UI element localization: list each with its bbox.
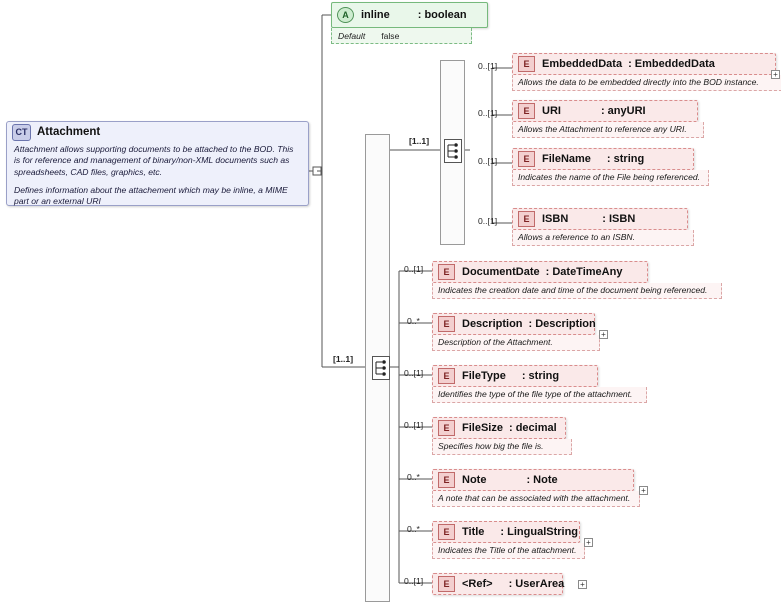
element-documentation: A note that can be associated with the attachment. — [432, 491, 640, 507]
occurrence-description: 0..* — [407, 316, 420, 326]
outer-group-occurrence: [1..1] — [333, 354, 354, 364]
element-isbn-header[interactable] — [512, 208, 688, 230]
element-badge-icon: E — [438, 524, 455, 540]
occurrence-filename: 0..[1] — [478, 156, 498, 166]
element-documentation: Description of the Attachment. — [432, 335, 600, 351]
element-badge-icon: E — [438, 472, 455, 488]
complex-type-header — [7, 122, 308, 142]
element-documentation: Indicates the Title of the attachment. — [432, 543, 585, 559]
element-badge-icon: E — [438, 576, 455, 592]
element-type: : Note — [526, 474, 558, 486]
page-title: Attachment — [37, 126, 101, 138]
element-documentation: Identifies the type of the file type of the attachment. — [432, 387, 647, 403]
element-title-header[interactable] — [432, 521, 580, 543]
occurrence-filesize: 0..[1] — [404, 420, 424, 430]
element-badge-icon: E — [438, 316, 455, 332]
element-name: Title — [462, 526, 485, 538]
element-name: FileName — [542, 153, 591, 165]
element-filetype[interactable] — [432, 365, 647, 403]
element-badge-icon: E — [518, 211, 535, 227]
element-documentation: Specifies how big the file is. — [432, 439, 572, 455]
occurrence-embeddeddata: 0..[1] — [478, 61, 498, 71]
element-type: : UserArea — [508, 578, 565, 590]
element-name: ISBN — [542, 213, 569, 225]
element-embeddeddata[interactable] — [512, 53, 776, 91]
attribute-default-value: false — [381, 30, 400, 41]
occurrence-note: 0..* — [407, 472, 420, 482]
element-type: : EmbeddedData — [628, 58, 715, 70]
attribute-type: : boolean — [417, 9, 467, 21]
occurrence-ref: 0..[1] — [404, 576, 424, 586]
element-filetype-header[interactable] — [432, 365, 598, 387]
element-description-header[interactable] — [432, 313, 595, 335]
element-name: DocumentDate — [462, 266, 540, 278]
complex-type-attachment[interactable] — [6, 121, 309, 206]
expand-ref-button[interactable]: + — [578, 580, 587, 589]
complex-type-documentation — [14, 144, 302, 215]
element-documentation: Allows a reference to an ISBN. — [512, 230, 694, 246]
element-filesize[interactable] — [432, 417, 572, 455]
element-title[interactable] — [432, 521, 585, 559]
element-documentdate-header[interactable] — [432, 261, 648, 283]
element-filename-header[interactable] — [512, 148, 694, 170]
element-note[interactable] — [432, 469, 640, 507]
element-name: URI — [542, 105, 561, 117]
element-documentation: Indicates the creation date and time of the document being referenced. — [432, 283, 722, 299]
attribute-inline[interactable] — [331, 2, 488, 28]
element-badge-icon: E — [438, 368, 455, 384]
element-filesize-header[interactable] — [432, 417, 566, 439]
attribute-badge-icon: A — [337, 7, 354, 23]
element-documentation: Allows the data to be embedded directly into the BOD instance. — [512, 75, 781, 91]
element-badge-icon: E — [518, 151, 535, 167]
element-type: : LingualString — [500, 526, 579, 538]
element-type: : anyURI — [600, 105, 646, 117]
element-documentation: Indicates the name of the File being referenced. — [512, 170, 709, 186]
occurrence-documentdate: 0..[1] — [404, 264, 424, 274]
element-uri-header[interactable] — [512, 100, 698, 122]
occurrence-isbn: 0..[1] — [478, 216, 498, 226]
inner-sequence-node[interactable] — [444, 139, 462, 163]
expand-description-button[interactable]: + — [599, 330, 608, 339]
element-documentation: Allows the Attachment to reference any URI. — [512, 122, 704, 138]
doc-paragraph-1: Attachment allows supporting documents to be attached to the BOD. This is for reference and management of binary/non-XML documents such as spreadsheets, CAD files, graphics, etc. — [14, 144, 294, 177]
element-type: : string — [606, 153, 645, 165]
element-badge-icon: E — [518, 56, 535, 72]
element-name: Note — [462, 474, 487, 486]
element-filename[interactable] — [512, 148, 709, 186]
inner-group-occurrence: [1..1] — [409, 136, 430, 146]
element-description[interactable] — [432, 313, 600, 351]
element-note-header[interactable] — [432, 469, 634, 491]
expand-title-button[interactable]: + — [584, 538, 593, 547]
occurrence-title: 0..* — [407, 524, 420, 534]
element-badge-icon: E — [438, 264, 455, 280]
element-name: FileType — [462, 370, 506, 382]
element-badge-icon: E — [438, 420, 455, 436]
attribute-name: inline — [361, 9, 390, 21]
element-type: : Description — [528, 318, 596, 330]
element-type: : DateTimeAny — [545, 266, 623, 278]
element-type: : string — [521, 370, 560, 382]
element-type: : ISBN — [602, 213, 636, 225]
element-name: FileSize — [462, 422, 503, 434]
element-name: Description — [462, 318, 523, 330]
element-type: : decimal — [508, 422, 557, 434]
element-ref-userarea[interactable] — [432, 573, 563, 595]
expand-note-button[interactable]: + — [639, 486, 648, 495]
occurrence-uri: 0..[1] — [478, 108, 498, 118]
element-embeddeddata-header[interactable] — [512, 53, 776, 75]
element-ref-header[interactable] — [432, 573, 563, 595]
element-uri[interactable] — [512, 100, 704, 138]
outer-sequence-node[interactable] — [372, 356, 390, 380]
element-isbn[interactable] — [512, 208, 694, 246]
occurrence-filetype: 0..[1] — [404, 368, 424, 378]
expand-embeddeddata-button[interactable]: + — [771, 70, 780, 79]
element-name: <Ref> — [462, 578, 493, 590]
element-documentdate[interactable] — [432, 261, 722, 299]
sequence-icon — [373, 357, 389, 379]
attribute-default-label: Default — [338, 30, 366, 41]
complextype-badge-icon: CT — [12, 124, 31, 141]
element-badge-icon: E — [518, 103, 535, 119]
sequence-icon — [445, 140, 461, 162]
doc-paragraph-2: Defines information about the attachement which may be inline, a MIME part or an external URI — [14, 185, 288, 207]
element-name: EmbeddedData — [542, 58, 623, 70]
attribute-default-row — [331, 28, 472, 44]
